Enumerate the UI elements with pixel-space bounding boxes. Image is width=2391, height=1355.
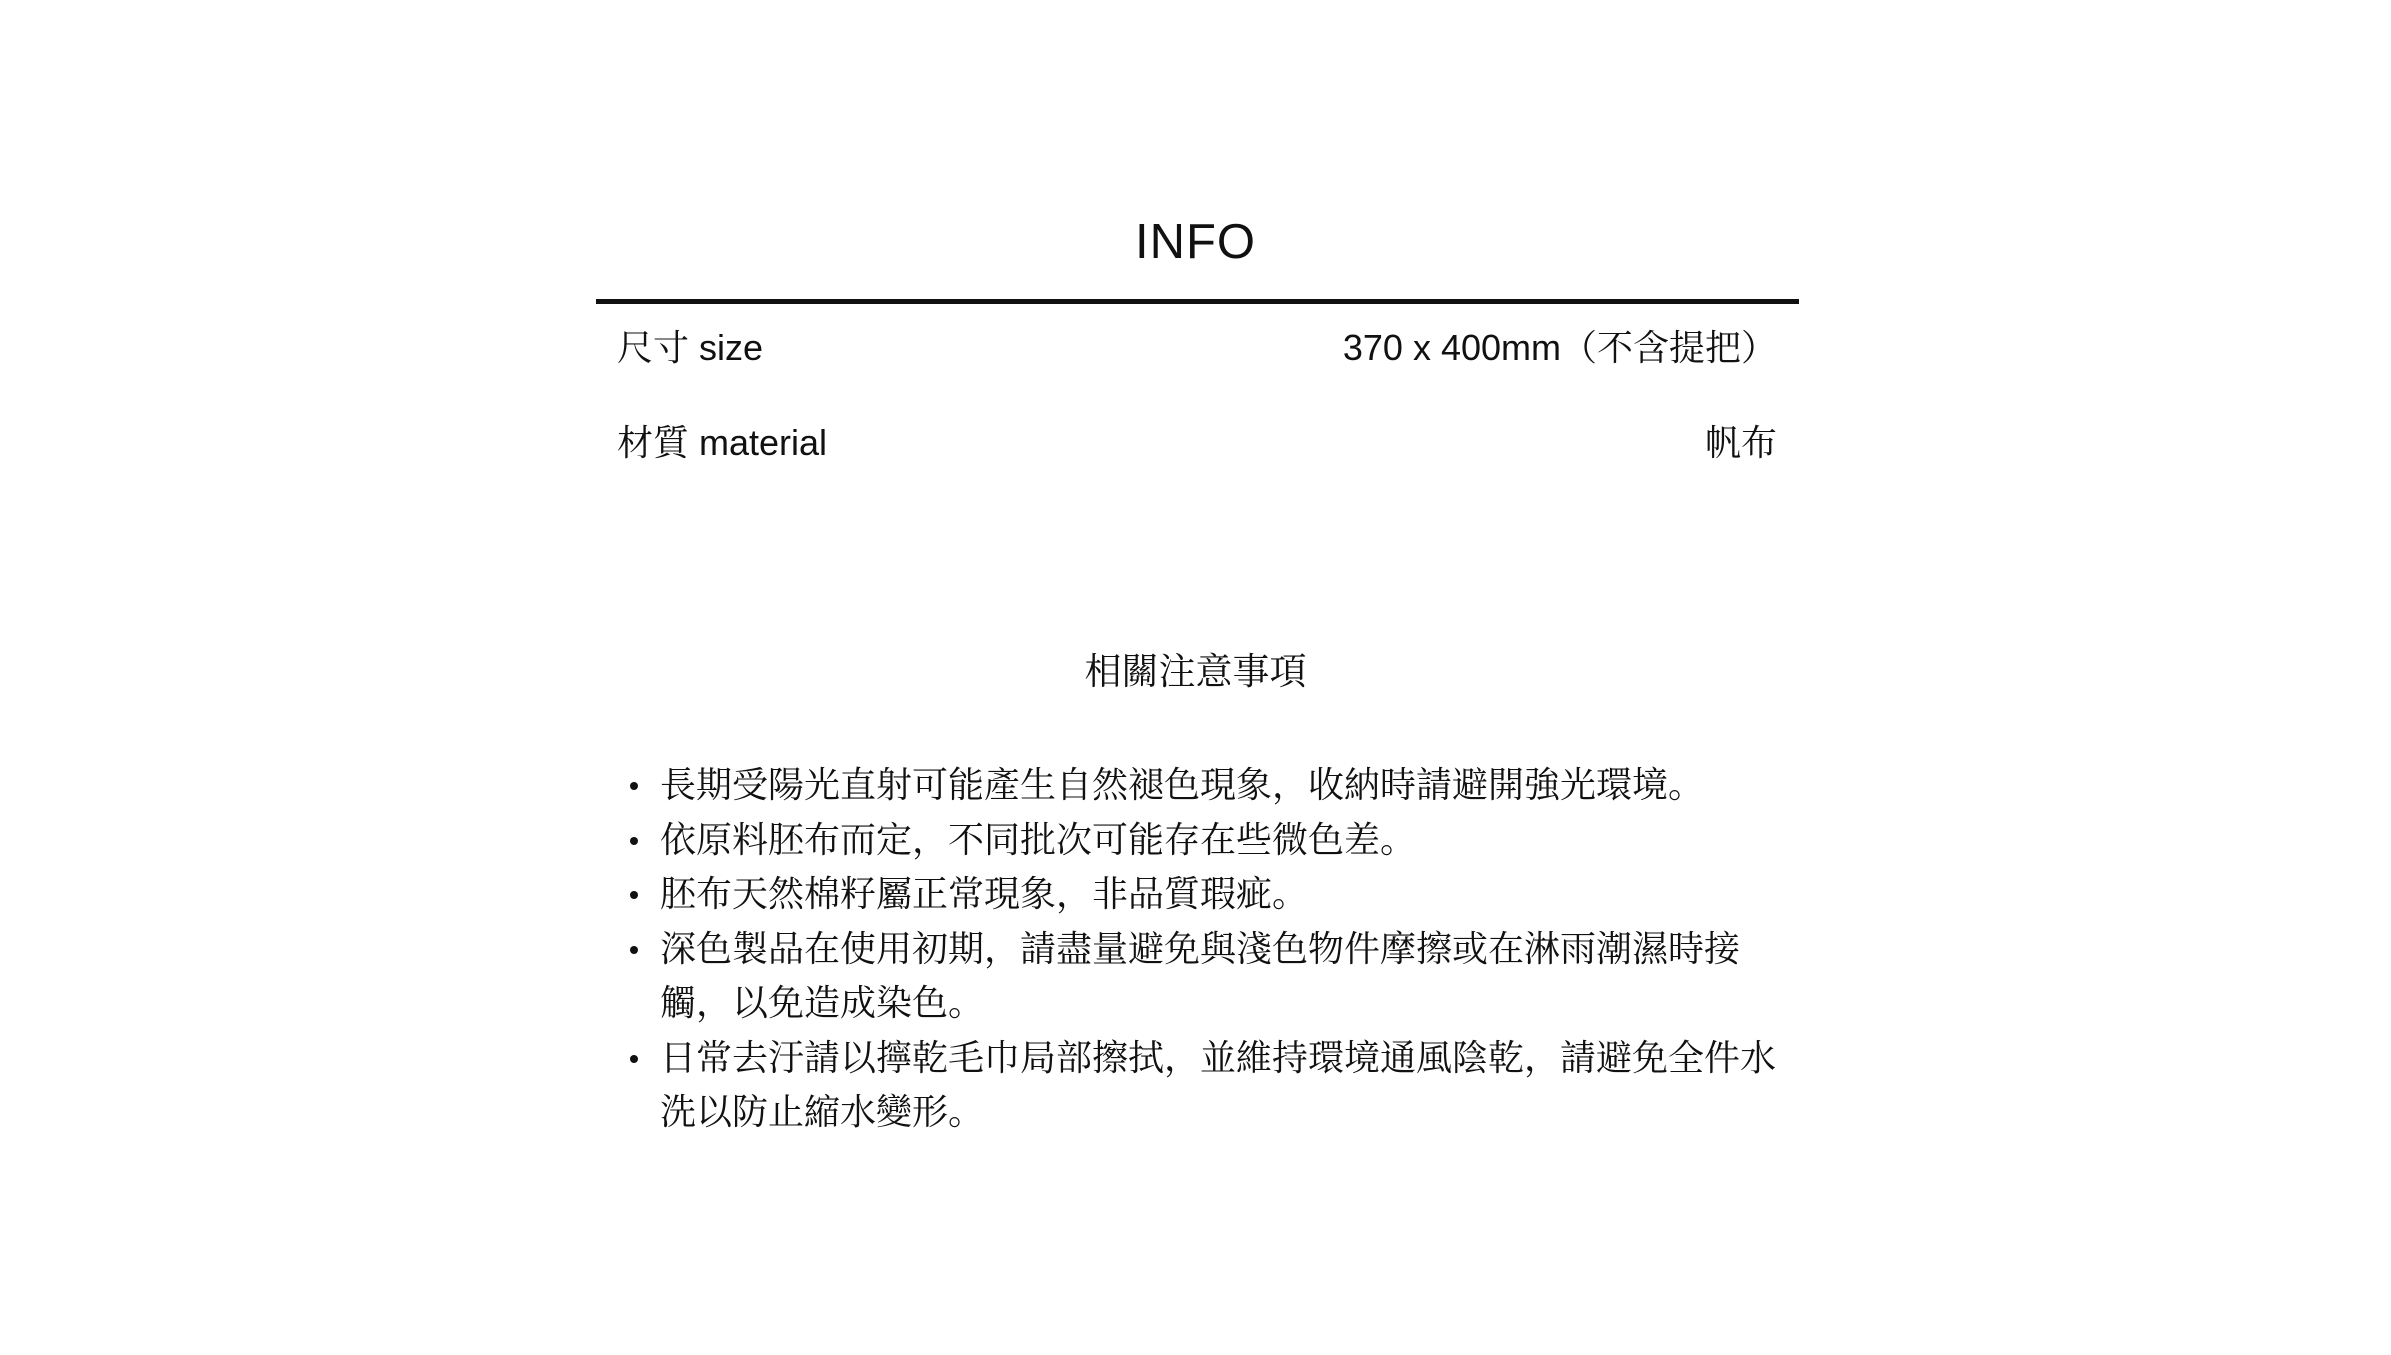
info-title: INFO — [1134, 215, 1257, 269]
list-item — [660, 922, 1785, 1031]
spec-label-size: 尺寸 size — [617, 327, 764, 368]
bullet-icon — [630, 837, 638, 845]
title-divider — [596, 299, 1799, 304]
spec-row-material — [617, 418, 1777, 468]
bullet-icon — [630, 946, 638, 954]
note-text: 日常去汙請以擰乾毛巾局部擦拭，並維持環境通風陰乾，請避免全件水洗以防止縮水變形。 — [660, 1036, 1777, 1132]
notes-title: 相關注意事項 — [1084, 651, 1307, 692]
list-item — [660, 867, 1785, 922]
list-item — [660, 1031, 1785, 1140]
spec-value-size: 370 x 400mm（不含提把） — [1342, 327, 1777, 368]
bullet-icon — [630, 782, 638, 790]
spec-value-material: 帆布 — [1704, 422, 1777, 463]
note-text: 胚布天然棉籽屬正常現象，非品質瑕疵。 — [660, 873, 1309, 914]
notes-list — [660, 758, 1785, 1140]
list-item — [660, 758, 1785, 813]
bullet-icon — [630, 891, 638, 899]
spec-row-size — [617, 323, 1777, 373]
note-text: 長期受陽光直射可能產生自然褪色現象，收納時請避開強光環境。 — [660, 764, 1705, 805]
note-text: 依原料胚布而定，不同批次可能存在些微色差。 — [660, 818, 1417, 860]
list-item — [660, 813, 1785, 868]
bullet-icon — [630, 1055, 638, 1063]
note-text: 深色製品在使用初期，請盡量避免與淺色物件摩擦或在淋雨潮濕時接觸，以免造成染色。 — [660, 927, 1741, 1023]
spec-label-material: 材質 material — [617, 422, 828, 463]
